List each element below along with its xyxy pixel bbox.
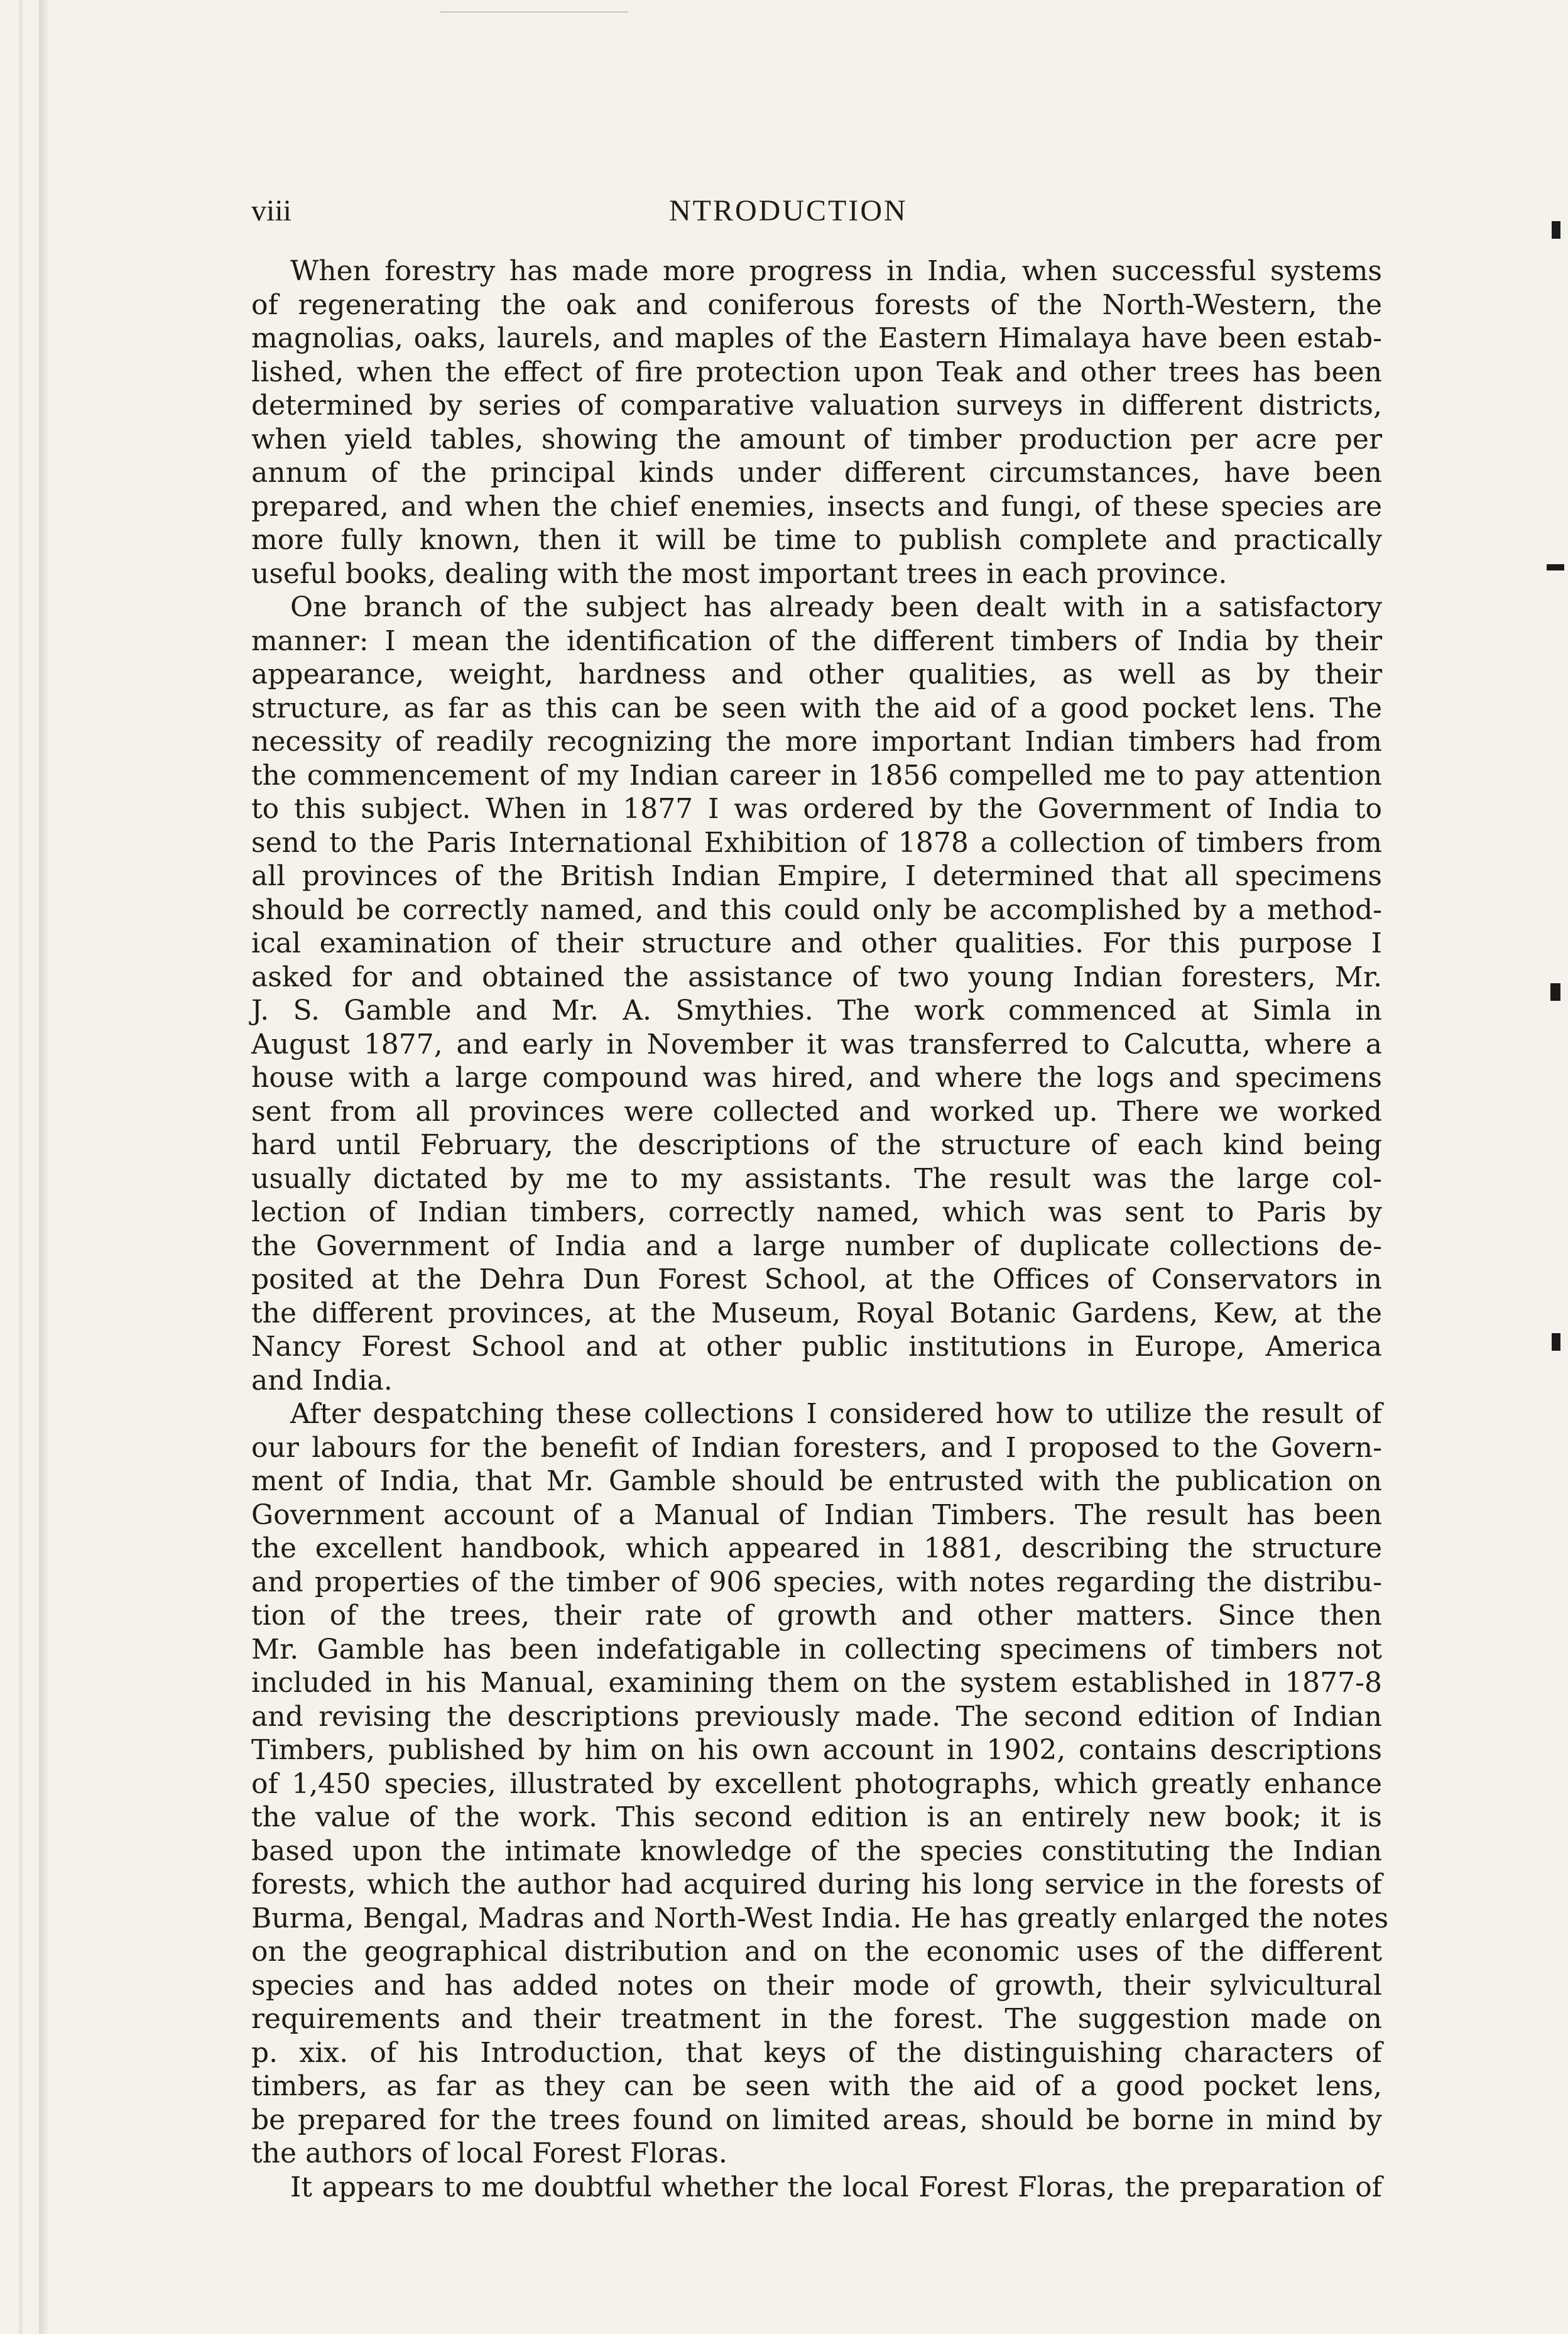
text-line: Mr. Gamble has been indefatigable in collecting specimens of timbers not <box>251 1633 1382 1666</box>
body-text <box>251 254 1389 2204</box>
text-line: on the geographical distribution and on the economic uses of the different <box>251 1936 1382 1968</box>
text-line: J. S. Gamble and Mr. A. Smythies. The work commenced at Simla in <box>251 995 1382 1027</box>
scan-shadow <box>19 0 23 2334</box>
text-line: posited at the Dehra Dun Forest School, at the Offices of Conservators in <box>251 1263 1382 1295</box>
text-line: the value of the work. This second edition is an entirely new book; it is <box>251 1801 1382 1833</box>
paragraph-2 <box>251 591 1382 1397</box>
text-line: when yield tables, showing the amount of timber production per acre per <box>251 423 1382 455</box>
page-number: viii <box>251 194 292 227</box>
text-line: species and has added notes on their mode of growth, their sylvicultural <box>251 1969 1382 2002</box>
text-line: the excellent handbook, which appeared in 1881, describing the structure <box>251 1532 1382 1564</box>
text-line: lection of Indian timbers, correctly named, which was sent to Paris by <box>251 1196 1382 1228</box>
paragraph-3 <box>251 1397 1389 2171</box>
text-line: When forestry has made more progress in India, when successful systems <box>290 255 1382 287</box>
text-line: Nancy Forest School and at other public institutions in Europe, America <box>251 1331 1382 1363</box>
text-line: to this subject. When in 1877 I was ordered by the Government of India to <box>251 793 1382 825</box>
text-line: necessity of readily recognizing the more important Indian timbers had from <box>251 726 1382 758</box>
text-line: the commencement of my Indian career in 1856 compelled me to pay attention <box>251 759 1382 792</box>
text-line: ical examination of their structure and other qualities. For this purpose I <box>251 927 1382 959</box>
text-line: send to the Paris International Exhibition of 1878 a collection of timbers from <box>251 826 1382 859</box>
text-line: prepared, and when the chief enemies, insects and fungi, of these species are <box>251 490 1382 523</box>
text-line: and revising the descriptions previously made. The second edition of Indian <box>251 1700 1382 1733</box>
text-line: should be correctly named, and this could only be accomplished by a method- <box>251 893 1382 926</box>
text-line: August 1877, and early in November it was transferred to Calcutta, where a <box>251 1028 1382 1061</box>
text-line: the Government of India and a large number of duplicate collections de- <box>251 1230 1382 1262</box>
text-line: Burma, Bengal, Madras and North-West India. He has greatly enlarged the notes <box>251 1902 1389 1934</box>
text-line: ment of India, that Mr. Gamble should be entrusted with the publication on <box>251 1465 1382 1497</box>
paragraph-1 <box>251 254 1382 591</box>
text-line: Government account of a Manual of Indian Timbers. The result has been <box>251 1498 1382 1531</box>
text-line: lished, when the effect of fire protection upon Teak and other trees has been <box>251 356 1382 388</box>
margin-mark <box>1552 221 1560 239</box>
text-line: timbers, as far as they can be seen with the aid of a good pocket lens, <box>251 2070 1382 2102</box>
text-line: tion of the trees, their rate of growth and other matters. Since then <box>251 1600 1382 1632</box>
text-line: Timbers, published by him on his own account in 1902, contains descriptions <box>251 1734 1382 1766</box>
text-line: It appears to me doubtful whether the local Forest Floras, the preparation of <box>290 2171 1382 2203</box>
text-line: requirements and their treatment in the forest. The suggestion made on <box>251 2003 1382 2035</box>
text-line: asked for and obtained the assistance of two young Indian foresters, Mr. <box>251 961 1382 993</box>
text-line: annum of the principal kinds under different circumstances, have been <box>251 457 1382 489</box>
running-head-title: NTRODUCTION <box>669 194 908 227</box>
text-line: the authors of local Forest Floras. <box>251 2137 727 2169</box>
scan-binding-edge <box>39 0 48 2334</box>
text-line: more fully known, then it will be time to publish complete and practically <box>251 524 1382 556</box>
margin-mark <box>1550 983 1560 1001</box>
text-line: usually dictated by me to my assistants. The result was the large col- <box>251 1162 1382 1195</box>
text-line: be prepared for the trees found on limited areas, should be borne in mind by <box>251 2103 1382 2136</box>
text-line: After despatching these collections I considered how to utilize the result of <box>290 1398 1382 1430</box>
text-line: of 1,450 species, illustrated by excellent photographs, which greatly enhance <box>251 1767 1382 1800</box>
text-line: house with a large compound was hired, and where the logs and specimens <box>251 1062 1382 1094</box>
running-head <box>251 188 1382 234</box>
text-line: hard until February, the descriptions of the structure of each kind being <box>251 1129 1382 1161</box>
scan-top-mark <box>440 11 628 13</box>
text-line: our labours for the benefit of Indian foresters, and I proposed to the Govern- <box>251 1431 1382 1464</box>
text-line: all provinces of the British Indian Empire, I determined that all specimens <box>251 860 1382 892</box>
text-line: One branch of the subject has already been dealt with in a satisfactory <box>290 591 1382 623</box>
text-line: and India. <box>251 1364 393 1397</box>
text-line: sent from all provinces were collected and worked up. There we worked <box>251 1095 1382 1128</box>
margin-mark <box>1547 564 1564 570</box>
text-line: manner: I mean the identification of the different timbers of India by their <box>251 624 1382 657</box>
margin-mark <box>1552 1333 1560 1351</box>
text-line: determined by series of comparative valuation surveys in different districts, <box>251 390 1382 422</box>
text-line: p. xix. of his Introduction, that keys of the distinguishing characters of <box>251 2036 1382 2069</box>
text-line: useful books, dealing with the most important trees in each province. <box>251 557 1228 590</box>
text-line: based upon the intimate knowledge of the species constituting the Indian <box>251 1835 1382 1867</box>
text-line: forests, which the author had acquired during his long service in the forests of <box>251 1868 1382 1900</box>
text-line: included in his Manual, examining them on the system established in 1877-8 <box>251 1667 1382 1699</box>
text-line: appearance, weight, hardness and other qualities, as well as by their <box>251 658 1382 690</box>
text-line: the different provinces, at the Museum, Royal Botanic Gardens, Kew, at the <box>251 1297 1382 1329</box>
paragraph-4 <box>251 2171 1382 2205</box>
text-line: of regenerating the oak and coniferous forests of the North-Western, the <box>251 288 1382 321</box>
text-line: magnolias, oaks, laurels, and maples of the Eastern Himalaya have been estab- <box>251 322 1382 354</box>
text-line: and properties of the timber of 906 species, with notes regarding the distribu- <box>251 1566 1382 1598</box>
text-line: structure, as far as this can be seen with the aid of a good pocket lens. The <box>251 692 1382 724</box>
